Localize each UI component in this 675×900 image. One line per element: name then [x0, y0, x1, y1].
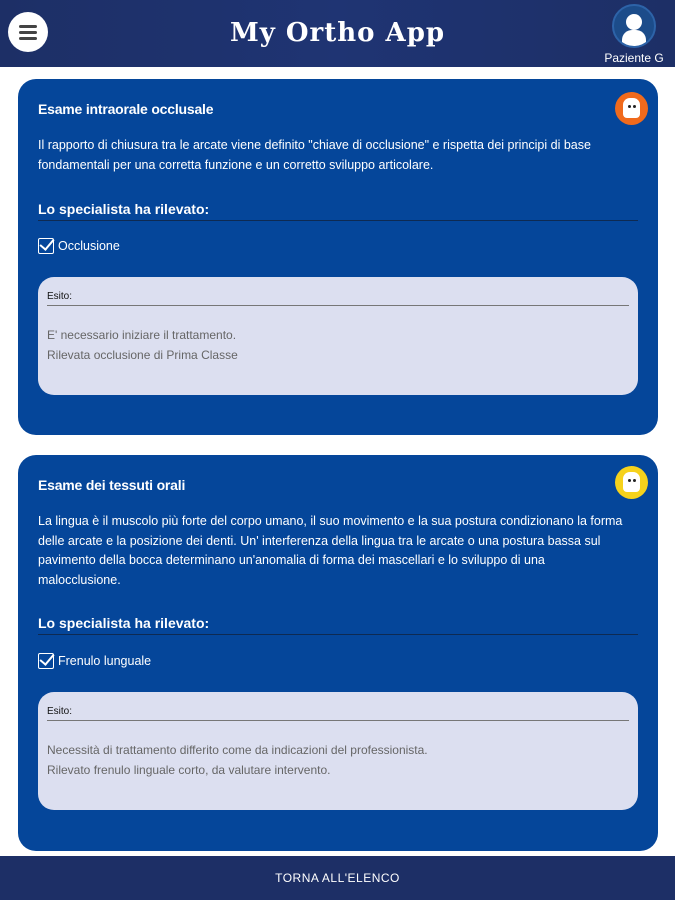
checked-item-label: Frenulo lunguale [58, 654, 152, 668]
exam-card-occlusal [18, 79, 658, 435]
esito-label: Esito: [47, 291, 629, 306]
esito-text [47, 325, 238, 365]
user-avatar-icon [612, 4, 656, 48]
checkbox-checked[interactable] [38, 653, 54, 669]
esito-line: Necessità di trattamento differito come da indicazioni del professionista. [47, 743, 428, 757]
esito-line: E' necessario iniziare il trattamento. [47, 328, 237, 342]
section-title: Lo specialista ha rilevato: [38, 201, 638, 221]
esito-box [38, 277, 638, 395]
card-description: Il rapporto di chiusura tra le arcate viene definito "chiave di occlusione" e rispetta dei principi di base fondamentali per una corretta funzione e un corretto sviluppo articolare. [38, 138, 591, 172]
esito-label: Esito: [47, 706, 629, 721]
profile-button[interactable] [599, 4, 669, 65]
checked-item-row [38, 653, 151, 669]
card-title: Esame dei tessuti orali [38, 477, 186, 493]
esito-line: Rilevata occlusione di Prima Classe [47, 348, 238, 362]
app-title: My Ortho App [229, 18, 446, 48]
esito-line: Rilevato frenulo linguale corto, da valutare intervento. [47, 763, 331, 777]
app-header [0, 0, 675, 67]
profile-name: Paziente G [604, 51, 664, 65]
section-title: Lo specialista ha rilevato: [38, 615, 638, 635]
checked-item-label: Occlusione [58, 239, 120, 253]
tooth-yellow-icon [615, 466, 648, 499]
checked-item-row [38, 238, 120, 254]
card-title: Esame intraorale occlusale [38, 101, 214, 117]
checkbox-checked[interactable] [38, 238, 54, 254]
back-to-list-button[interactable]: TORNA ALL'ELENCO [0, 856, 675, 900]
tooth-orange-icon [615, 92, 648, 125]
esito-box [38, 692, 638, 810]
esito-text [47, 740, 428, 780]
exam-card-oral-tissues [18, 455, 658, 851]
card-description: La lingua è il muscolo più forte del corpo umano, il suo movimento e la sua postura condizionano la forma delle arcate e la posizione dei denti. Un' interferenza della lingua tra le arcate o una postura bassa sul pavimento della bocca determinano un'anomalia di forma dei mascellari e lo sviluppo di una malocclusione. [38, 514, 623, 587]
